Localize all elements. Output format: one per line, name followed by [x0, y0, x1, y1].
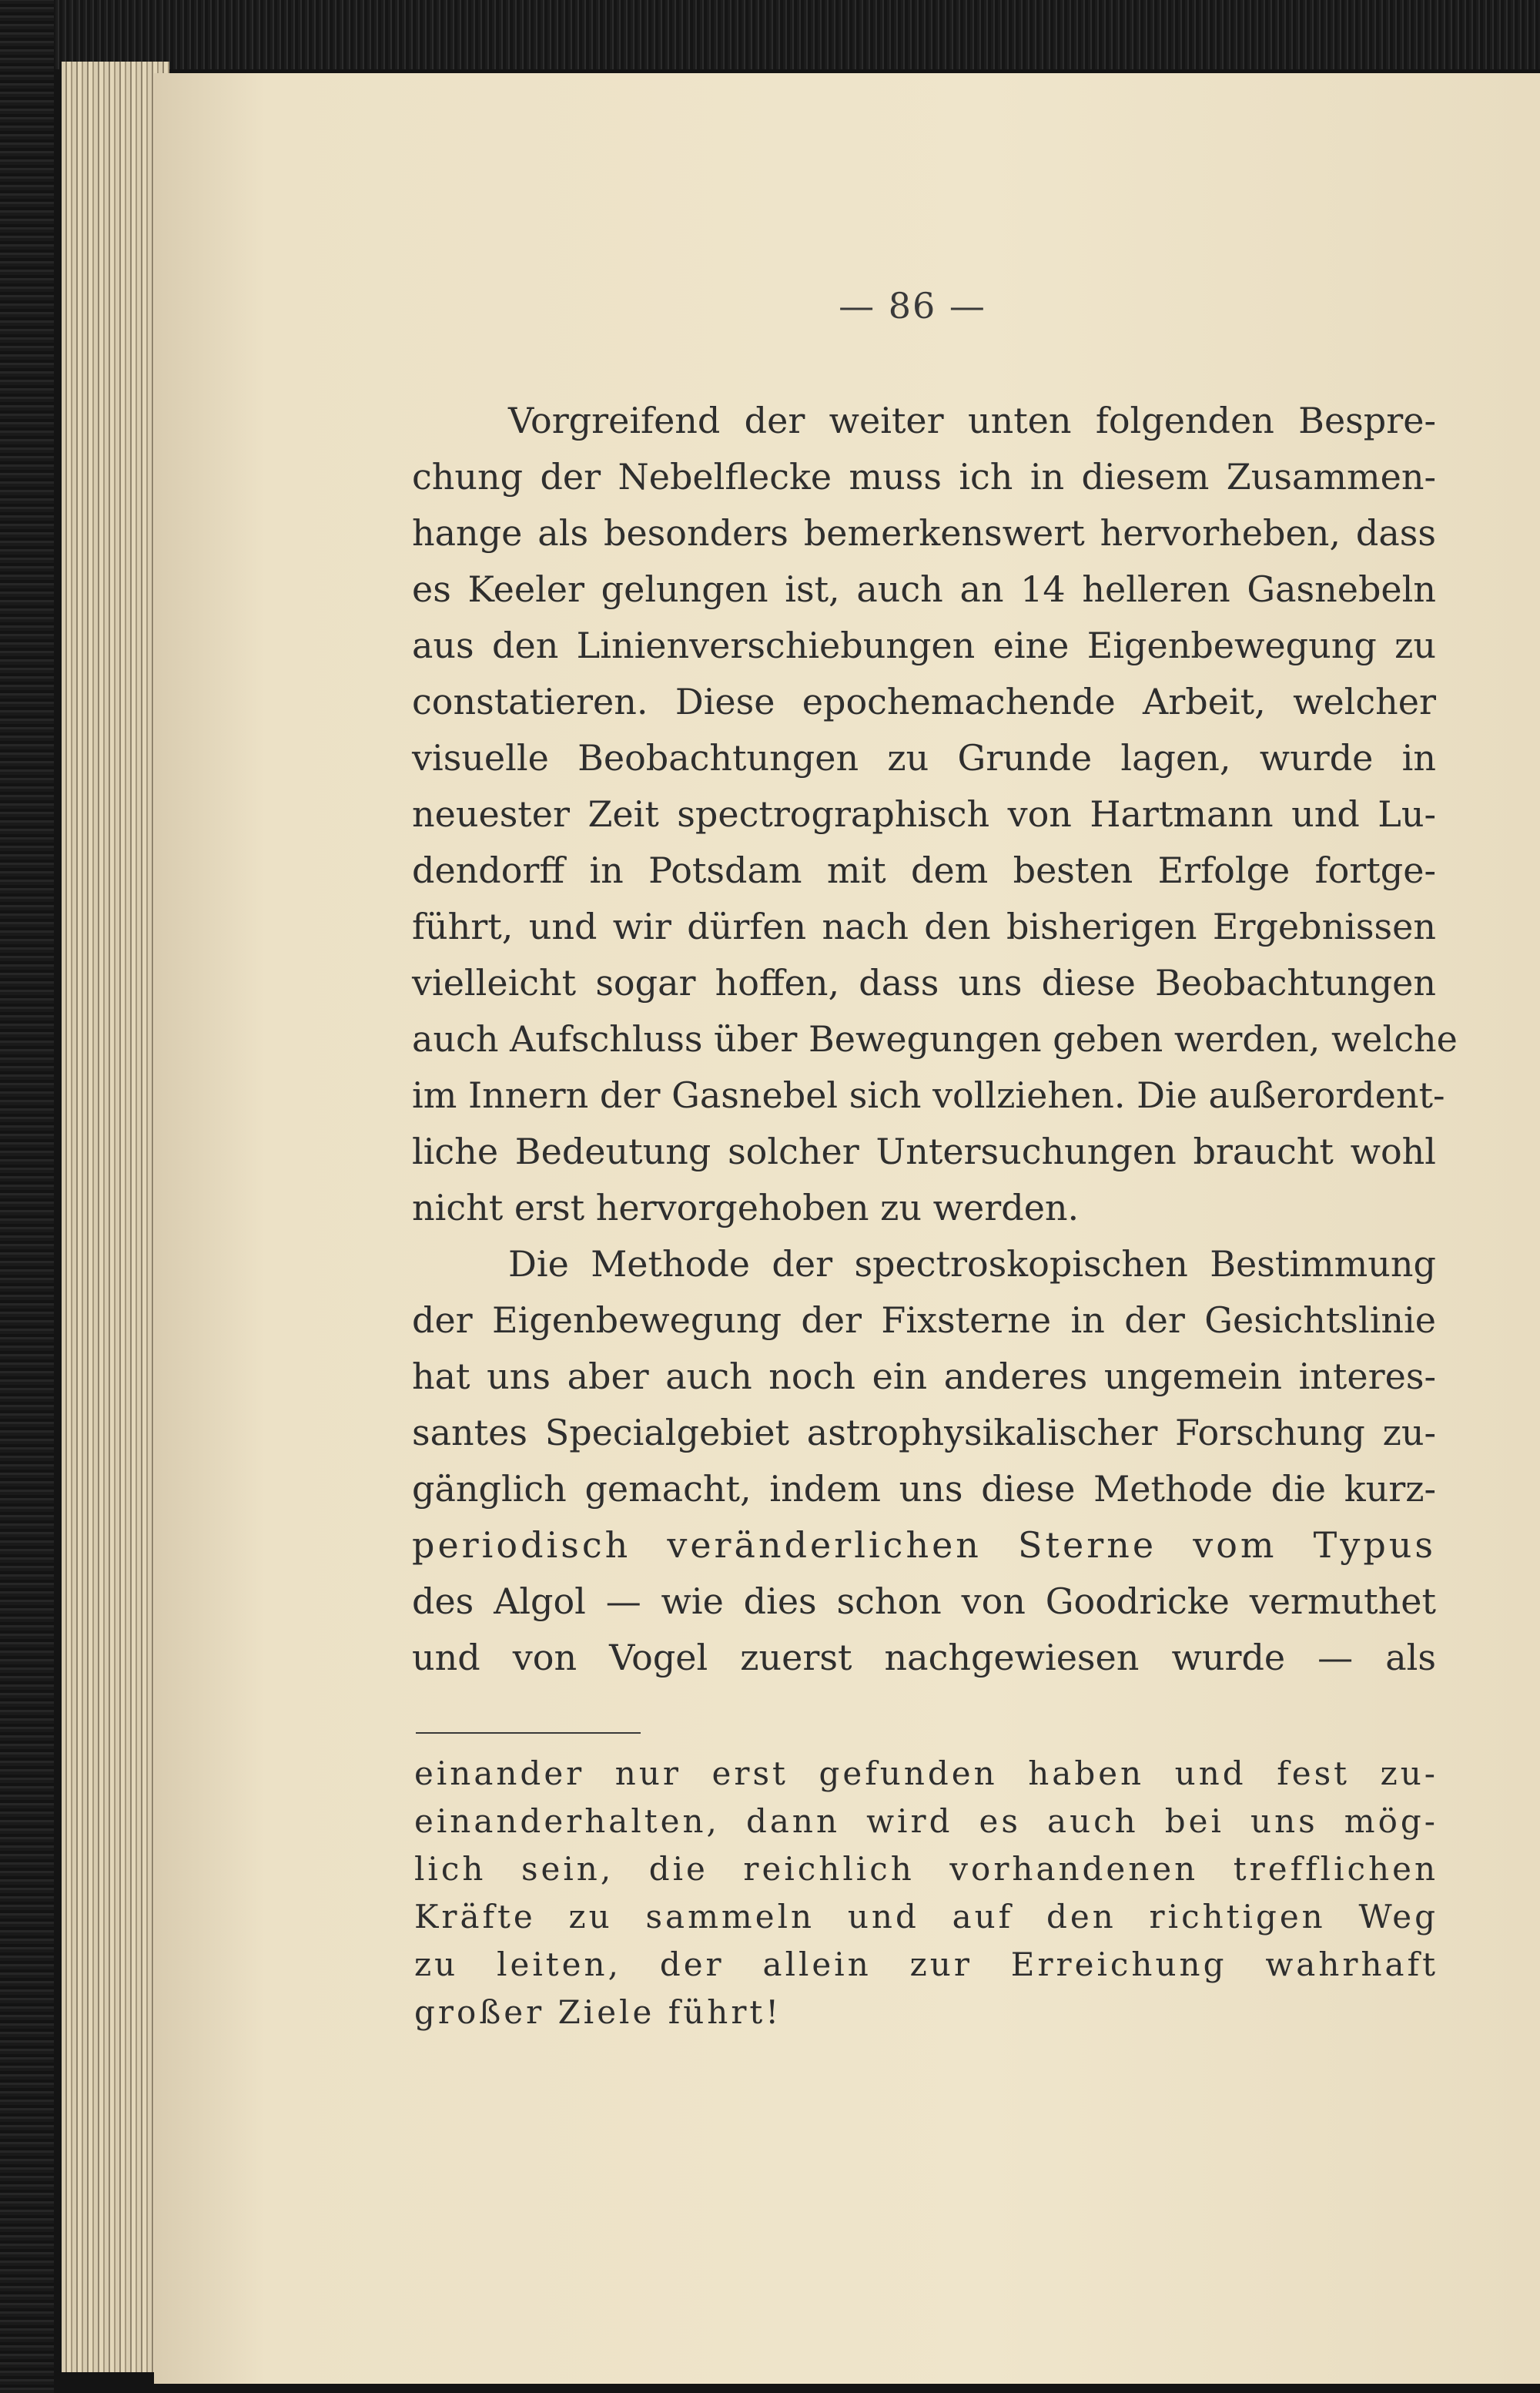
- text-line: und von Vogel zuerst nachgewiesen wurde — als: [412, 1637, 1436, 1678]
- page-edges: [62, 62, 169, 2372]
- footnote-line: einanderhalten, dann wird es auch bei uns mög-: [414, 1802, 1438, 1840]
- footnote-text: [414, 1750, 1438, 2036]
- text-line: Vorgreifend der weiter unten folgenden Bespre-: [508, 400, 1436, 441]
- text-line: der Eigenbewegung der Fixsterne in der Gesichtslinie: [412, 1299, 1436, 1341]
- text-line: periodisch veränderlichen Sterne vom Typus: [412, 1524, 1436, 1566]
- text-line: hat uns aber auch noch ein anderes ungemein interes-: [412, 1356, 1436, 1397]
- footnote-line: Kräfte zu sammeln und auf den richtigen Weg: [414, 1898, 1438, 1936]
- text-line: hange als besonders bemerkenswert hervorheben, dass: [412, 512, 1436, 554]
- footnote-divider: [416, 1732, 641, 1734]
- text-line: constatieren. Diese epochemachende Arbeit, welcher: [412, 681, 1436, 722]
- text-line: im Innern der Gasnebel sich vollziehen. Die außerordent-: [412, 1074, 1445, 1116]
- footnote-line: zu leiten, der allein zur Erreichung wahrhaft: [414, 1946, 1438, 1983]
- footnote-line: großer Ziele führt!: [414, 1993, 782, 2031]
- page-number: — 86 —: [839, 285, 986, 327]
- text-line: visuelle Beobachtungen zu Grunde lagen, wurde in: [412, 737, 1436, 779]
- book-cover-left: [0, 0, 54, 2393]
- footnote-line: lich sein, die reichlich vorhandenen trefflichen: [414, 1850, 1438, 1888]
- text-line: dendorff in Potsdam mit dem besten Erfolge fortge-: [412, 850, 1436, 891]
- text-line: santes Specialgebiet astrophysikalischer Forschung zu-: [412, 1412, 1436, 1453]
- main-text: [412, 393, 1458, 1686]
- book-cover-top: [0, 0, 1540, 69]
- text-line: chung der Nebelflecke muss ich in diesem Zusammen-: [412, 456, 1436, 498]
- text-line: aus den Linienverschiebungen eine Eigenbewegung zu: [412, 625, 1436, 666]
- footnote-line: einander nur erst gefunden haben und fest zu-: [414, 1755, 1438, 1792]
- text-line: gänglich gemacht, indem uns diese Methode die kurz-: [412, 1468, 1436, 1510]
- text-line: neuester Zeit spectrographisch von Hartmann und Lu-: [412, 793, 1436, 835]
- text-line: es Keeler gelungen ist, auch an 14 helleren Gasnebeln: [412, 568, 1436, 610]
- text-line: des Algol — wie dies schon von Goodricke vermuthet: [412, 1580, 1436, 1622]
- text-line: Die Methode der spectroskopischen Bestimmung: [508, 1243, 1436, 1285]
- text-line: liche Bedeutung solcher Untersuchungen braucht wohl: [412, 1131, 1436, 1172]
- text-line: vielleicht sogar hoffen, dass uns diese Beobachtungen: [412, 962, 1436, 1004]
- text-line: nicht erst hervorgehoben zu werden.: [412, 1187, 1080, 1228]
- text-line: auch Aufschluss über Bewegungen geben werden, welche: [412, 1018, 1458, 1060]
- text-line: führt, und wir dürfen nach den bisherigen Ergebnissen: [412, 906, 1436, 947]
